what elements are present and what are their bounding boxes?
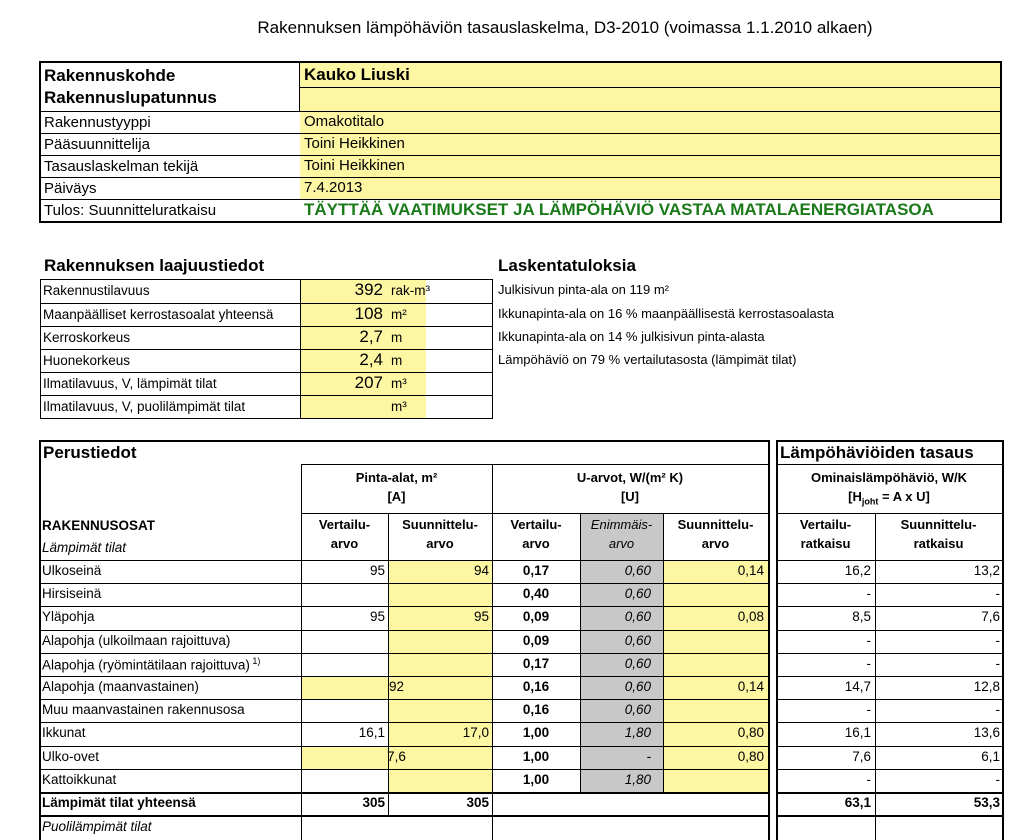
grid-line <box>301 513 768 514</box>
laajuus-value: 207 <box>354 373 383 392</box>
u-design[interactable]: 0,80 <box>737 748 764 764</box>
area-header: Pinta-alat, m² <box>355 470 438 485</box>
laajuus-row <box>41 326 492 349</box>
h-header: Ominaislämpöhäviö, W/K <box>810 470 968 485</box>
h-header-formula <box>776 489 1002 507</box>
col-header-reference-u-line2: arvo <box>522 536 550 551</box>
laajuus-unit: m³ <box>391 399 407 414</box>
u-design-cell[interactable] <box>663 583 768 606</box>
grid-line <box>39 583 768 584</box>
area-reference[interactable]: 95 <box>369 609 385 625</box>
grid-line <box>776 769 1002 770</box>
grid-line <box>776 792 1002 794</box>
result-value: TÄYTTÄÄ VAATIMUKSET JA LÄMPÖHÄVIÖ VASTAA MATALAENERGIATASOA <box>304 200 934 219</box>
grid-line <box>39 653 768 654</box>
u-max: 0,60 <box>624 702 651 718</box>
col-header-design-area-line2: arvo <box>426 536 454 551</box>
u-max: 0,60 <box>624 563 651 578</box>
h-design: 6,1 <box>981 748 1000 764</box>
grid-line <box>776 606 1002 607</box>
u-max: - <box>646 748 651 764</box>
laajuus-unit: m <box>391 330 403 345</box>
u-reference: 1,00 <box>522 771 550 787</box>
lampimat-label: Lämpimät tilat <box>42 540 127 555</box>
u-design[interactable]: 0,80 <box>737 725 764 741</box>
project-value[interactable]: Kauko Liuski <box>300 63 1000 111</box>
h-reference: - <box>866 632 871 648</box>
laajuus-label: Rakennustilavuus <box>43 283 150 298</box>
laajuus-value-cell[interactable] <box>301 304 426 326</box>
grid-line <box>39 630 768 631</box>
project-label <box>44 65 217 109</box>
h-formula-b: = A x U] <box>878 489 930 504</box>
area-design-cell[interactable] <box>388 583 492 606</box>
col-header-design-area: Suunnittelu- <box>402 517 478 532</box>
page-title: Rakennuksen lämpöhäviön tasauslaskelma, D3-2010 (voimassa 1.1.2010 alkaen) <box>257 18 873 37</box>
area-design-cell[interactable] <box>388 653 492 676</box>
h-reference: - <box>866 655 871 671</box>
laskenta-line: Julkisivun pinta-ala on 119 m² <box>498 282 670 297</box>
u-reference: 0,16 <box>522 679 550 694</box>
total-area-reference: 305 <box>362 795 385 810</box>
component-name: Hirsiseinä <box>42 586 102 602</box>
laajuus-value: 392 <box>354 280 383 299</box>
result-row <box>41 199 1000 221</box>
h-reference: 8,5 <box>852 609 871 625</box>
col-header-max-u: Enimmäis- <box>590 517 653 532</box>
h-reference: 16,1 <box>844 725 871 741</box>
rakennusosat-label: RAKENNUSOSAT <box>42 518 156 533</box>
building-type-value[interactable]: Omakotitalo <box>300 112 1000 133</box>
h-design: - <box>995 586 1000 602</box>
laskenta-line: Lämpöhäviö on 79 % vertailutasosta (lämpimät tilat) <box>498 352 797 367</box>
u-max: 0,60 <box>624 586 651 602</box>
area-design[interactable]: 95 <box>473 609 489 625</box>
h-formula-sub: joht <box>861 496 879 507</box>
project-info-table <box>39 61 1002 223</box>
h-reference: - <box>866 771 871 787</box>
laajuus-value-cell[interactable] <box>301 327 426 349</box>
laajuus-row <box>41 303 492 326</box>
component-name: Ulko-ovet <box>42 748 100 764</box>
laajuus-value-cell[interactable] <box>301 396 426 418</box>
result-label: Tulos: Suunnitteluratkaisu <box>44 202 217 219</box>
footnote-marker: 1) <box>249 655 261 666</box>
tasaus-title: Lämpöhäviöiden tasaus <box>780 443 974 462</box>
u-design-cell[interactable] <box>663 769 768 792</box>
date-label: Päiväys <box>44 180 97 197</box>
grid-line <box>388 513 389 815</box>
area-merged[interactable]: 92 <box>388 679 405 694</box>
main-designer-row <box>41 133 1000 155</box>
laajuus-unit: m² <box>391 307 407 322</box>
heat-loss-table <box>39 440 1004 840</box>
area-design-cell[interactable] <box>388 630 492 653</box>
date-row <box>41 177 1000 199</box>
h-design: - <box>995 771 1000 787</box>
puolilampimat-label: Puolilämpimät tilat <box>42 819 152 835</box>
u-design-cell[interactable] <box>663 630 768 653</box>
col-header-design-u: Suunnittelu- <box>677 517 754 532</box>
grid-line <box>39 606 768 607</box>
grid-line <box>776 560 1002 561</box>
grid-line <box>39 440 768 442</box>
total-label: Lämpimät tilat yhteensä <box>42 795 196 810</box>
grid-line <box>39 815 768 817</box>
calc-author-value[interactable]: Toini Heikkinen <box>300 156 1000 177</box>
grid-line <box>39 792 768 794</box>
grid-line <box>776 583 1002 584</box>
h-reference: 7,6 <box>852 748 871 764</box>
u-max: 0,60 <box>624 655 651 671</box>
h-design: 12,8 <box>973 679 1000 694</box>
grid-line <box>776 746 1002 747</box>
grid-line <box>776 630 1002 631</box>
grid-line <box>39 676 768 677</box>
grid-line <box>776 722 1002 723</box>
laskenta-line: Ikkunapinta-ala on 14 % julkisivun pinta-alasta <box>498 329 765 344</box>
u-reference: 1,00 <box>522 748 550 764</box>
u-reference: 0,17 <box>522 563 550 578</box>
area-design-cell[interactable] <box>388 699 492 722</box>
date-value[interactable]: 7.4.2013 <box>300 178 1000 199</box>
grid-line <box>39 722 768 723</box>
area-header-symbol: [A] <box>387 489 406 504</box>
u-reference: 0,16 <box>522 702 550 718</box>
u-reference: 0,40 <box>522 586 550 602</box>
grid-line <box>39 746 768 747</box>
grid-line <box>301 464 768 465</box>
laajuus-value-cell[interactable] <box>301 373 426 395</box>
laajuus-row <box>41 395 492 418</box>
u-design[interactable]: 0,14 <box>737 679 764 694</box>
component-name: Alapohja (ryömintätilaan rajoittuva) $^{1)}$ <box>42 655 261 673</box>
u-max: 1,80 <box>624 771 651 787</box>
laajuus-title: Rakennuksen laajuustiedot <box>44 256 265 275</box>
project-row <box>41 63 1000 111</box>
u-max: 0,60 <box>624 632 651 648</box>
h-reference: - <box>866 586 871 602</box>
grid-line <box>39 560 768 561</box>
h-formula-a: [H <box>848 489 862 504</box>
rakennuskohde-label: Rakennuskohde <box>44 66 176 85</box>
u-max: 0,60 <box>624 679 651 694</box>
laajuus-unit: m <box>391 353 403 368</box>
total-h-reference: 63,1 <box>844 795 871 810</box>
col-header-design-h: Suunnittelu- <box>900 517 977 532</box>
grid-line <box>776 653 1002 654</box>
h-reference: - <box>866 702 871 718</box>
h-design: - <box>995 655 1000 671</box>
h-design: 13,6 <box>973 725 1000 741</box>
u-design[interactable]: 0,14 <box>737 563 764 578</box>
u-header-symbol: [U] <box>620 489 640 504</box>
laskenta-line: Ikkunapinta-ala on 16 % maanpäällisestä kerrostasoalasta <box>498 306 835 321</box>
grid-line <box>776 676 1002 677</box>
col-header-design-h-line2: ratkaisu <box>913 536 964 551</box>
component-name: Kattoikkunat <box>42 771 117 787</box>
u-design-cell[interactable] <box>663 699 768 722</box>
laajuus-value: 2,7 <box>359 327 383 346</box>
grid-line <box>776 513 1002 514</box>
col-header-reference-area: Vertailu- <box>318 517 371 532</box>
area-merged[interactable]: 7,6 <box>387 748 406 764</box>
laajuus-label: Maanpäälliset kerrostasoalat yhteensä <box>43 307 274 322</box>
area-design-cell[interactable] <box>388 769 492 792</box>
h-design: 13,2 <box>973 563 1000 578</box>
component-name: Muu maanvastainen rakennusosa <box>42 702 245 718</box>
grid-line <box>776 464 1002 465</box>
u-reference: 0,09 <box>522 609 550 625</box>
grid-line <box>39 699 768 700</box>
u-reference: 0,09 <box>522 632 550 648</box>
laskenta-title: Laskentatuloksia <box>498 256 636 275</box>
component-name: Yläpohja <box>42 609 95 625</box>
grid-line <box>776 815 1002 817</box>
component-name: Alapohja (maanvastainen) <box>42 679 199 694</box>
main-designer-value[interactable]: Toini Heikkinen <box>300 134 1000 155</box>
calc-author-row <box>41 155 1000 177</box>
laajuus-row <box>41 280 492 303</box>
calc-author-label: Tasauslaskelman tekijä <box>44 158 199 175</box>
u-max: 1,80 <box>624 725 651 741</box>
h-reference: 14,7 <box>844 679 871 694</box>
col-header-max-u-line2: arvo <box>608 536 635 551</box>
area-design[interactable]: 94 <box>473 563 489 578</box>
h-reference: 16,2 <box>844 563 871 578</box>
laajuus-unit: m³ <box>391 376 407 391</box>
col-header-design-u-line2: arvo <box>701 536 730 551</box>
u-design[interactable]: 0,08 <box>737 609 764 625</box>
laajuus-label: Kerroskorkeus <box>43 330 131 345</box>
u-header: U-arvot, W/(m² K) <box>576 470 684 485</box>
u-reference: 1,00 <box>522 725 550 741</box>
grid-line <box>776 440 1002 442</box>
rakennuslupatunnus-label: Rakennuslupatunnus <box>44 88 217 107</box>
total-area-design: 305 <box>466 795 489 810</box>
laajuus-label: Huonekorkeus <box>43 353 131 368</box>
total-h-design: 53,3 <box>973 795 1000 810</box>
laajuus-value: 2,4 <box>359 350 383 369</box>
building-type-label: Rakennustyyppi <box>44 114 151 131</box>
u-reference: 0,17 <box>522 655 550 671</box>
col-header-reference-h-line2: ratkaisu <box>800 536 851 551</box>
laajuus-row <box>41 349 492 372</box>
laajuus-unit: rak-m³ <box>391 283 430 298</box>
component-name: Ikkunat <box>42 725 86 741</box>
area-reference[interactable]: 95 <box>369 563 385 578</box>
h-design: 7,6 <box>981 609 1000 625</box>
u-max: 0,60 <box>624 609 651 625</box>
main-designer-label: Pääsuunnittelija <box>44 136 150 153</box>
laajuus-table <box>40 279 493 419</box>
laajuus-value-cell[interactable] <box>301 350 426 372</box>
h-design: - <box>995 702 1000 718</box>
grid-line <box>768 440 770 840</box>
h-design: - <box>995 632 1000 648</box>
laajuus-value: 108 <box>354 304 383 323</box>
perustiedot-title: Perustiedot <box>43 443 137 462</box>
grid-line <box>39 440 41 840</box>
grid-line <box>776 699 1002 700</box>
col-header-reference-h: Vertailu- <box>799 517 852 532</box>
col-header-reference-area-line2: arvo <box>330 536 359 551</box>
grid-line <box>1002 440 1004 840</box>
area-design[interactable]: 17,0 <box>462 725 489 741</box>
laajuus-label: Ilmatilavuus, V, lämpimät tilat <box>43 376 217 391</box>
laajuus-label: Ilmatilavuus, V, puolilämpimät tilat <box>43 399 246 414</box>
u-design-cell[interactable] <box>663 653 768 676</box>
laajuus-row <box>41 372 492 395</box>
grid-line <box>39 769 768 770</box>
component-name: Alapohja (ulkoilmaan rajoittuva) <box>42 632 231 648</box>
component-name: Ulkoseinä <box>42 563 102 578</box>
col-header-reference-u: Vertailu- <box>510 517 562 532</box>
building-type-row <box>41 111 1000 133</box>
area-reference[interactable]: 16,1 <box>358 725 385 741</box>
